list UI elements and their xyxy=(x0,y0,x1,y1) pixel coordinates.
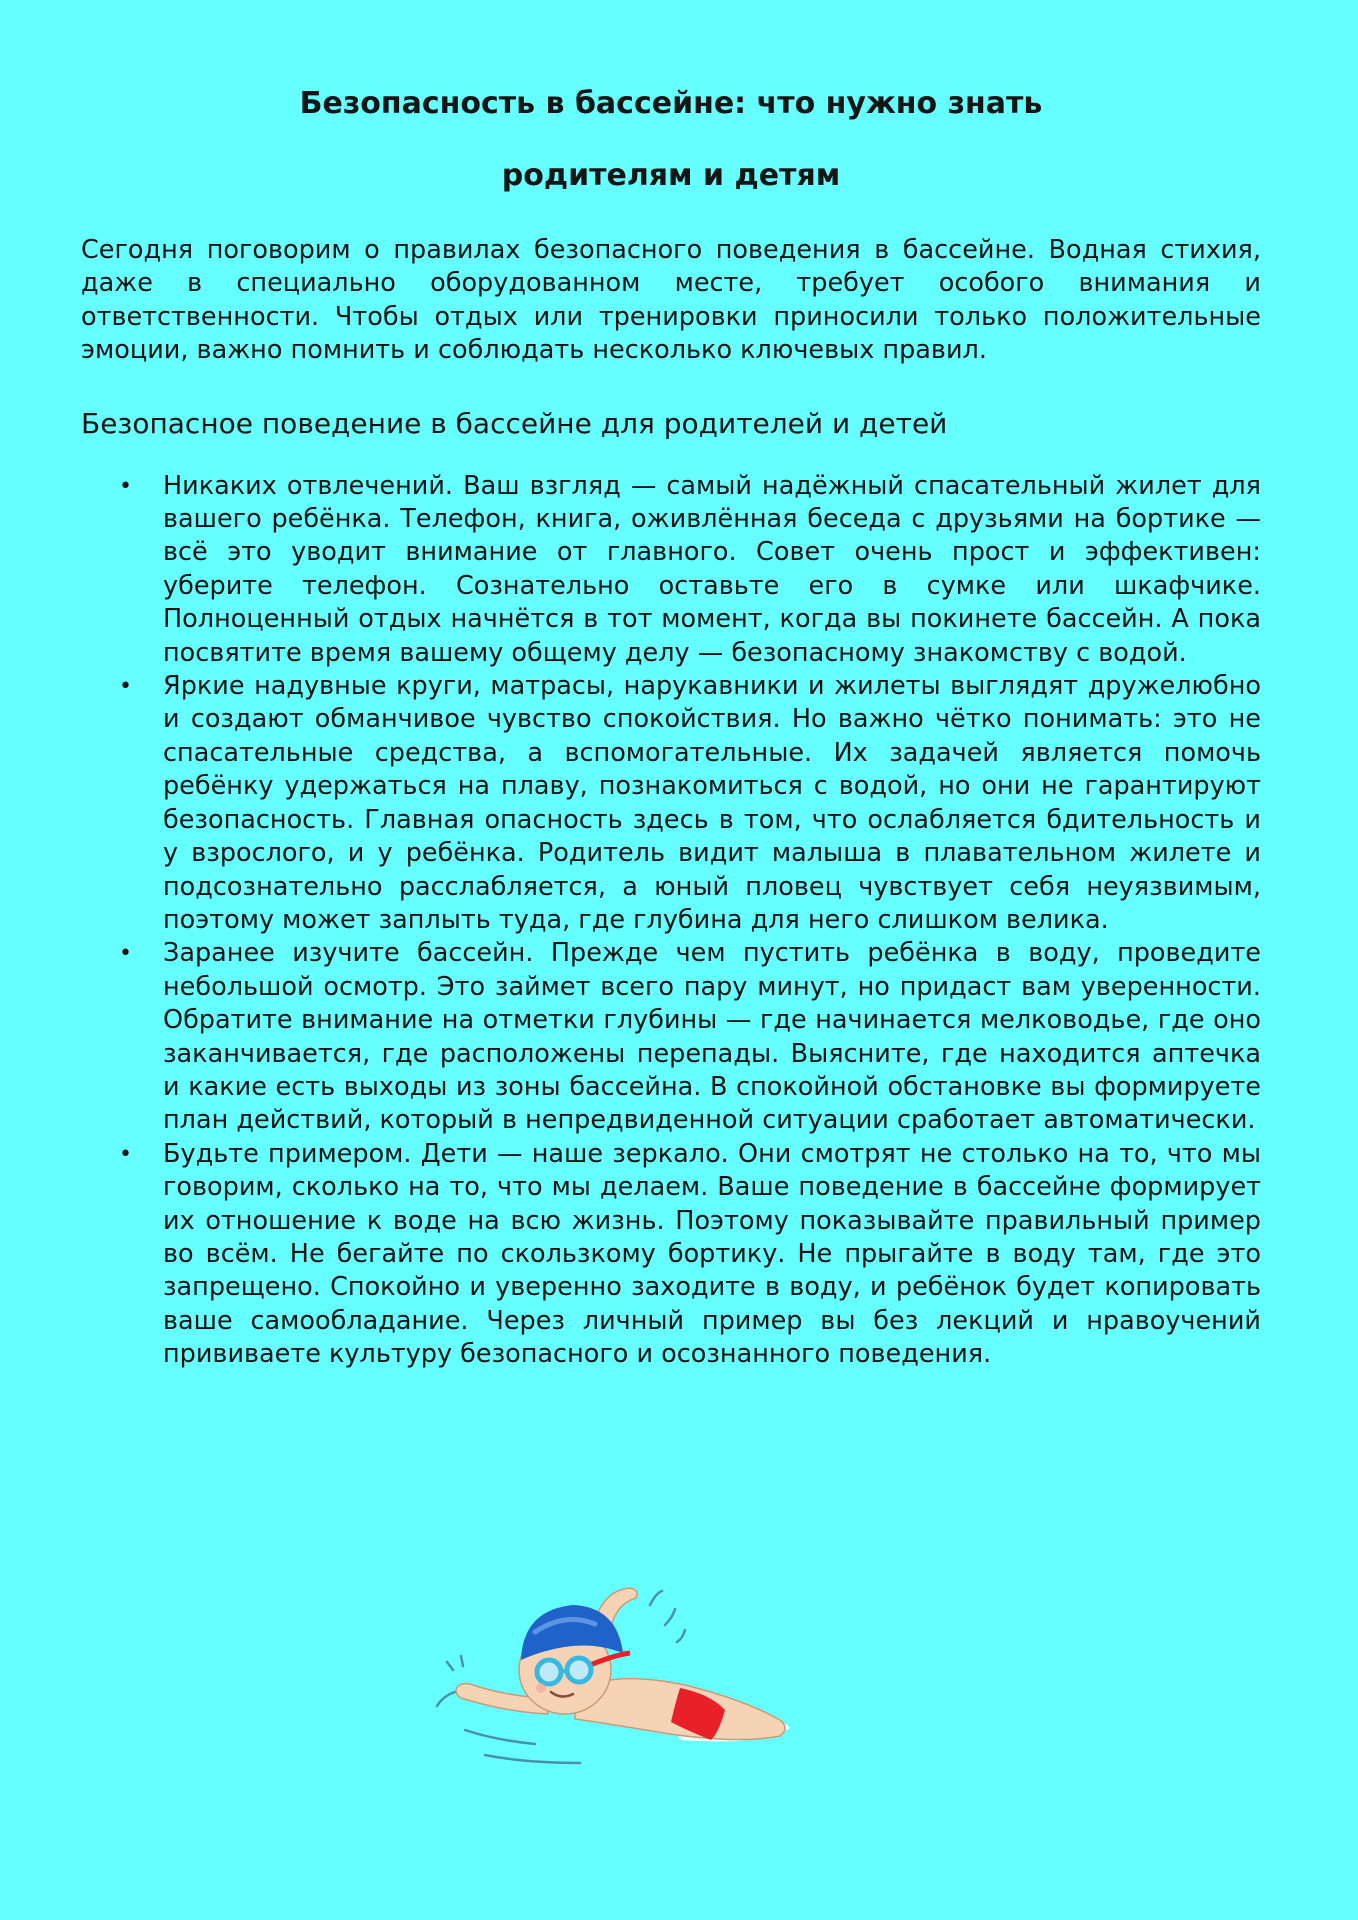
bullet-icon: • xyxy=(119,473,132,499)
document-page xyxy=(81,0,1261,1372)
list-item-text: Заранее изучите бассейн. Прежде чем пустить ребёнка в воду, проведите небольшой осмотр. Это займет всего пару минут, но придаст вам уверенности. Обратите внимание на отметки глубины — где начинается мелководье, где оно заканчивается, где расположены перепады. Выясните, где находится аптечка и какие есть выходы из зоны бассейна. В спокойной обстановке вы формируете план действий, который в непредвиденной ситуации сработает автоматически. xyxy=(163,938,1261,1136)
bullet-icon: • xyxy=(119,674,132,700)
section-subheading: Безопасное поведение в бассейне для родителей и детей xyxy=(81,406,948,440)
rules-list xyxy=(81,470,1261,1372)
bullet-icon: • xyxy=(119,1141,132,1167)
document-title-line-1: Безопасность в бассейне: что нужно знать xyxy=(299,86,1043,121)
document-title-line-2: родителям и детям xyxy=(501,158,841,193)
list-item xyxy=(119,1138,1261,1372)
list-item-text: Яркие надувные круги, матрасы, нарукавники и жилеты выглядят дружелюбно и создают обманчивое чувство спокойствия. Но важно чётко понимать: это не спасательные средства, а вспомогательные. Их задачей является помочь ребёнку удержаться на плаву, познакомиться с водой, но они не гарантируют безопасность. Главная опасность здесь в том, что ослабляется бдительность и у взрослого, и у ребёнка. Родитель видит малыша в плавательном жилете и подсознательно расслабляется, а юный пловец чувствует себя неуязвимым, поэтому может заплыть туда, где глубина для него слишком велика. xyxy=(163,671,1261,935)
swimming-child-illustration xyxy=(425,1580,845,1790)
list-item-text: Никаких отвлечений. Ваш взгляд — самый надёжный спасательный жилет для вашего ребёнка. Телефон, книга, оживлённая беседа с друзьями на бортике — всё это уводит внимание от главного. Совет очень прост и эффективен: уберите телефон. Сознательно оставьте его в сумке или шкафчике. Полноценный отдых начнётся в тот момент, когда вы покинете бассейн. А пока посвятите время вашему общему делу — безопасному знакомству с водой. xyxy=(163,470,1261,668)
intro-paragraph: Сегодня поговорим о правилах безопасного поведения в бассейне. Водная стихия, даже в специально оборудованном месте, требует особого внимания и ответственности. Чтобы отдых или тренировки приносили только положительные эмоции, важно помнить и соблюдать несколько ключевых правил. xyxy=(81,235,1261,366)
list-item-text: Будьте примером. Дети — наше зеркало. Они смотрят не столько на то, что мы говорим, сколько на то, что мы делаем. Ваше поведение в бассейне формирует их отношение к воде на всю жизнь. Поэтому показывайте правильный пример во всём. Не бегайте по скользкому бортику. Не прыгайте в воду там, где это запрещено. Спокойно и уверенно заходите в воду, и ребёнок будет копировать ваше самообладание. Через личный пример вы без лекций и нравоучений прививаете культуру безопасного и осознанного поведения. xyxy=(163,1138,1261,1370)
list-item xyxy=(119,670,1261,937)
bullet-icon: • xyxy=(119,941,132,967)
list-item xyxy=(119,470,1261,670)
list-item xyxy=(119,937,1261,1137)
